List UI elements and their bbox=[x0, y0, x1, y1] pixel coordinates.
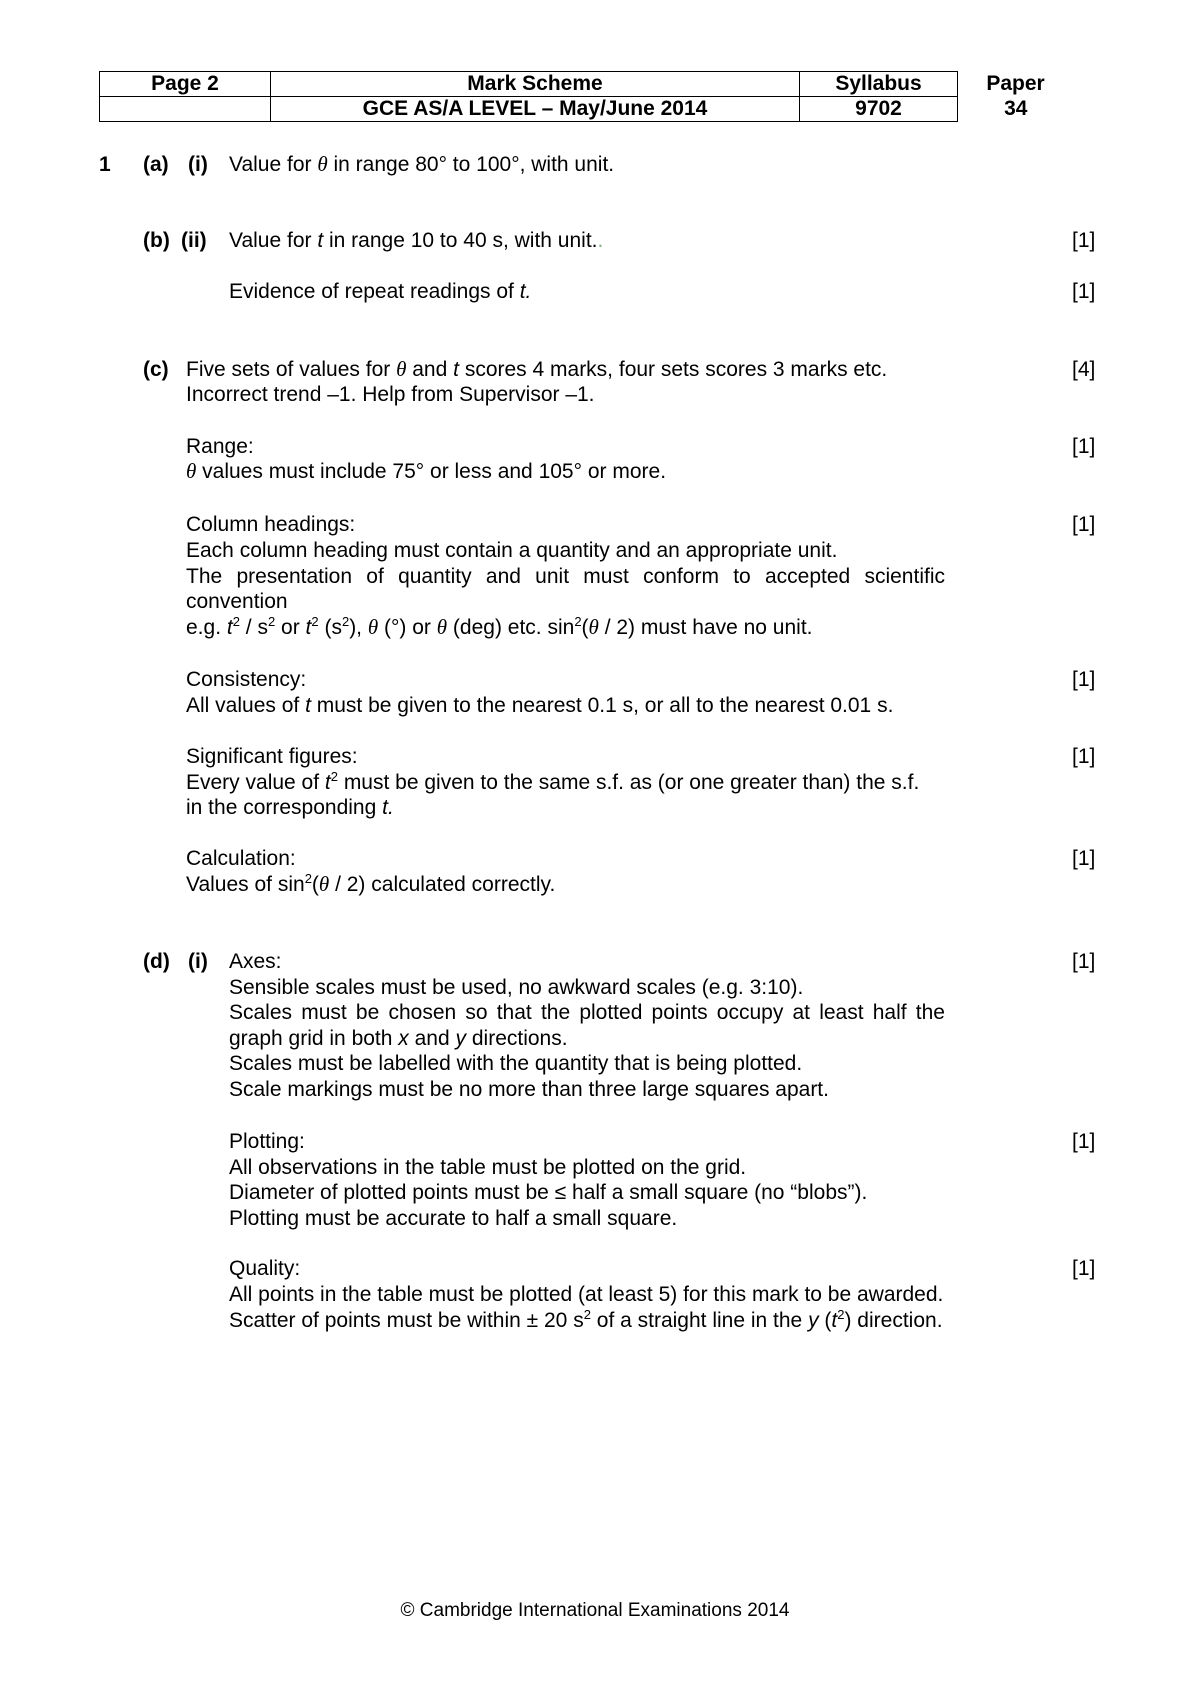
mark-c-consistency: [1] bbox=[1072, 668, 1096, 691]
part-d-label: (d) bbox=[143, 950, 170, 973]
range-title: Range: bbox=[186, 435, 254, 458]
columns-line-2: The presentation of quantity and unit must conform to accepted scientific bbox=[186, 565, 945, 588]
mark-c-sets: [4] bbox=[1072, 358, 1096, 381]
mark-c-columns: [1] bbox=[1072, 513, 1096, 536]
consistency-title: Consistency: bbox=[186, 668, 307, 691]
sigfig-line-2: in the corresponding t. bbox=[186, 796, 394, 819]
part-a-text: Value for θ in range 80° to 100°, with unit. bbox=[229, 152, 615, 176]
part-a-label: (a) bbox=[143, 153, 169, 176]
columns-line-1: Each column heading must contain a quantity and an appropriate unit. bbox=[186, 539, 838, 562]
mark-c-calc: [1] bbox=[1072, 847, 1096, 870]
calc-text: Values of $\sin^2(\theta / 2)$ calculated correctly. bbox=[186, 871, 556, 896]
plotting-line-3: Plotting must be accurate to half a small square. bbox=[229, 1207, 678, 1230]
part-c-label: (c) bbox=[143, 358, 169, 381]
part-b-line-1: Value for t in range 10 to 40 s, with unit.. bbox=[229, 229, 604, 252]
axes-line-4: Scales must be labelled with the quantity that is being plotted. bbox=[229, 1052, 803, 1075]
header-exam-title: GCE AS/A LEVEL – May/June 2014 bbox=[271, 97, 800, 122]
range-text: θ values must include 75° or less and 105° or more. bbox=[186, 459, 667, 483]
header-table bbox=[99, 71, 1074, 122]
calc-title: Calculation: bbox=[186, 847, 296, 870]
columns-example: e.g. $t^2 / s^2$ or $t^2$ $(s^2)$, θ (°) or θ (deg) etc. $\sin^2(\theta / 2)$ must have no unit. bbox=[186, 614, 813, 639]
header-syllabus-label: Syllabus bbox=[800, 72, 958, 97]
part-b-sub-label: (ii) bbox=[181, 229, 207, 252]
mark-b-2: [1] bbox=[1072, 280, 1096, 303]
header-paper-number: 34 bbox=[1004, 97, 1028, 120]
plotting-line-1: All observations in the table must be plotted on the grid. bbox=[229, 1156, 747, 1179]
header-empty-cell bbox=[100, 97, 271, 122]
sigfig-title: Significant figures: bbox=[186, 745, 358, 768]
header-page: Page 2 bbox=[100, 72, 271, 97]
header-title: Mark Scheme bbox=[271, 72, 800, 97]
axes-line-2: Scales must be chosen so that the plotted points occupy at least half the bbox=[229, 1001, 945, 1024]
mark-d-axes: [1] bbox=[1072, 950, 1096, 973]
mark-d-quality: [1] bbox=[1072, 1257, 1096, 1280]
consistency-text: All values of t must be given to the nearest 0.1 s, or all to the nearest 0.01 s. bbox=[186, 694, 894, 717]
header-paper-label: Paper bbox=[986, 72, 1045, 95]
columns-title: Column headings: bbox=[186, 513, 356, 536]
columns-line-3: convention bbox=[186, 590, 288, 613]
question-number: 1 bbox=[99, 153, 111, 176]
quality-title: Quality: bbox=[229, 1257, 301, 1280]
quality-line-2: Scatter of points must be within ± 20 $s^2$ of a straight line in the y $(t^2)$ direction. bbox=[229, 1307, 943, 1332]
axes-title: Axes: bbox=[229, 950, 282, 973]
sigfig-line-1: Every value of $t^2$ must be given to the same s.f. as (or one greater than) the s.f. bbox=[186, 769, 920, 794]
plotting-title: Plotting: bbox=[229, 1130, 305, 1153]
part-a-sub-label: (i) bbox=[188, 153, 208, 176]
part-b-line-2: Evidence of repeat readings of t. bbox=[229, 280, 532, 303]
mark-c-sigfig: [1] bbox=[1072, 745, 1096, 768]
copyright-footer: © Cambridge International Examinations 2014 bbox=[400, 1600, 790, 1621]
part-c-line-1: Five sets of values for θ and t scores 4 marks, four sets scores 3 marks etc. bbox=[186, 357, 888, 381]
axes-line-5: Scale markings must be no more than three large squares apart. bbox=[229, 1078, 829, 1101]
quality-line-1: All points in the table must be plotted (at least 5) for this mark to be awarded. bbox=[229, 1283, 944, 1306]
plotting-line-2: Diameter of plotted points must be ≤ half a small square (no “blobs”). bbox=[229, 1181, 868, 1204]
axes-line-3: graph grid in both x and y directions. bbox=[229, 1027, 568, 1050]
part-d-sub-label: (i) bbox=[188, 950, 208, 973]
axes-line-1: Sensible scales must be used, no awkward scales (e.g. 3:10). bbox=[229, 976, 804, 999]
mark-d-plotting: [1] bbox=[1072, 1130, 1096, 1153]
header-syllabus-code: 9702 bbox=[800, 97, 958, 122]
mark-c-range: [1] bbox=[1072, 435, 1096, 458]
mark-b-1: [1] bbox=[1072, 229, 1096, 252]
part-c-line-2: Incorrect trend –1. Help from Supervisor –1. bbox=[186, 383, 595, 406]
part-b-label: (b) bbox=[143, 229, 170, 252]
